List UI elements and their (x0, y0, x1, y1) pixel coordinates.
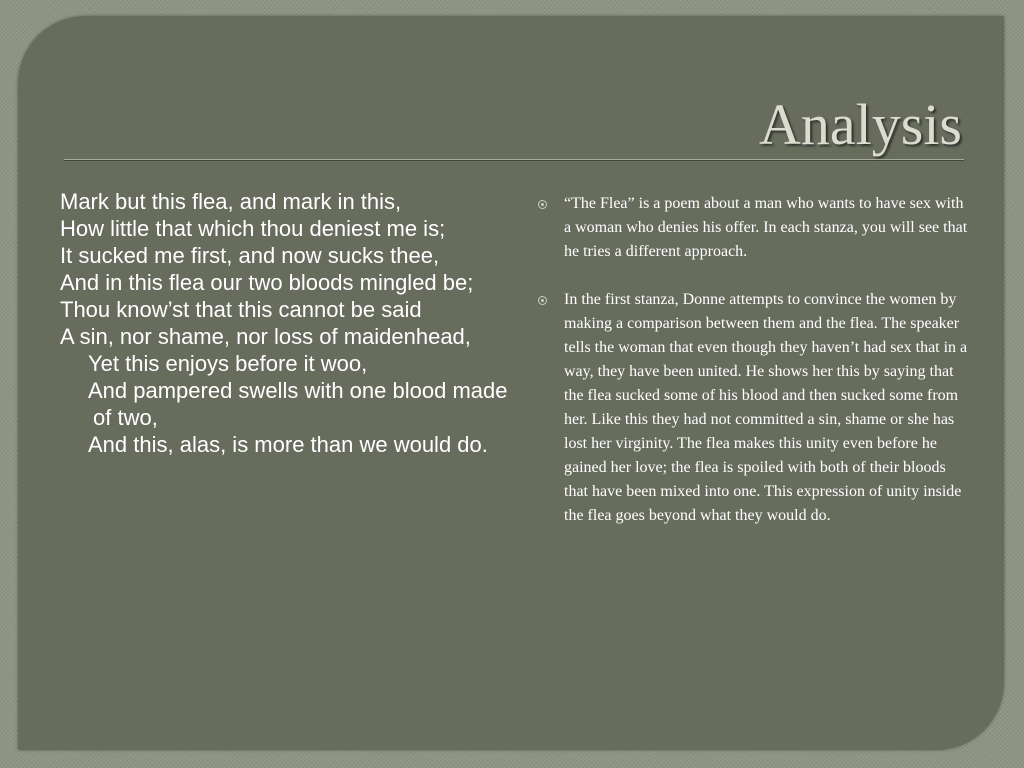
slide-title: Analysis (759, 92, 962, 157)
poem-line: Yet this enjoys before it woo, (88, 351, 368, 376)
analysis-bullet-text: “The Flea” is a poem about a man who wants to have sex with a woman who denies his offer. In each stanza, you will see that he tries a different approach. (564, 195, 968, 260)
analysis-bullet-list (538, 192, 968, 552)
poem-line: And in this flea our two bloods mingled be; (60, 270, 474, 295)
analysis-bullet-item (538, 288, 968, 528)
slide-panel (18, 16, 1004, 750)
poem-line: How little that which thou deniest me is; (60, 216, 446, 241)
poem-line: It sucked me first, and now sucks thee, (60, 243, 440, 268)
poem-line: Mark but this flea, and mark in this, (60, 189, 402, 214)
poem-line: And this, alas, is more than we would do. (88, 432, 488, 457)
circle-bullet-icon (538, 296, 547, 305)
poem-line: A sin, nor shame, nor loss of maidenhead, (60, 324, 471, 349)
poem-line: And pampered swells with one blood made of two, (88, 378, 508, 430)
poem-line: Thou know’st that this cannot be said (60, 297, 422, 322)
title-divider (64, 159, 964, 160)
analysis-bullet-text: In the first stanza, Donne attempts to convince the women by making a comparison between them and the flea. The speaker tells the woman that even though they haven’t had sex that in a way, they have been united. He shows her this by saying that the flea sucked some of his blood and then sucked some from her. Like this they had not committed a sin, shame or she has lost her virginity. The flea makes this unity even before he gained her love; the flea is spoiled with both of their bloods that have been mixed into one. This expression of unity inside the flea goes beyond what they would do. (564, 291, 968, 524)
poem-text-list (60, 188, 510, 458)
analysis-bullet-item (538, 192, 968, 264)
circle-bullet-icon (538, 200, 547, 209)
